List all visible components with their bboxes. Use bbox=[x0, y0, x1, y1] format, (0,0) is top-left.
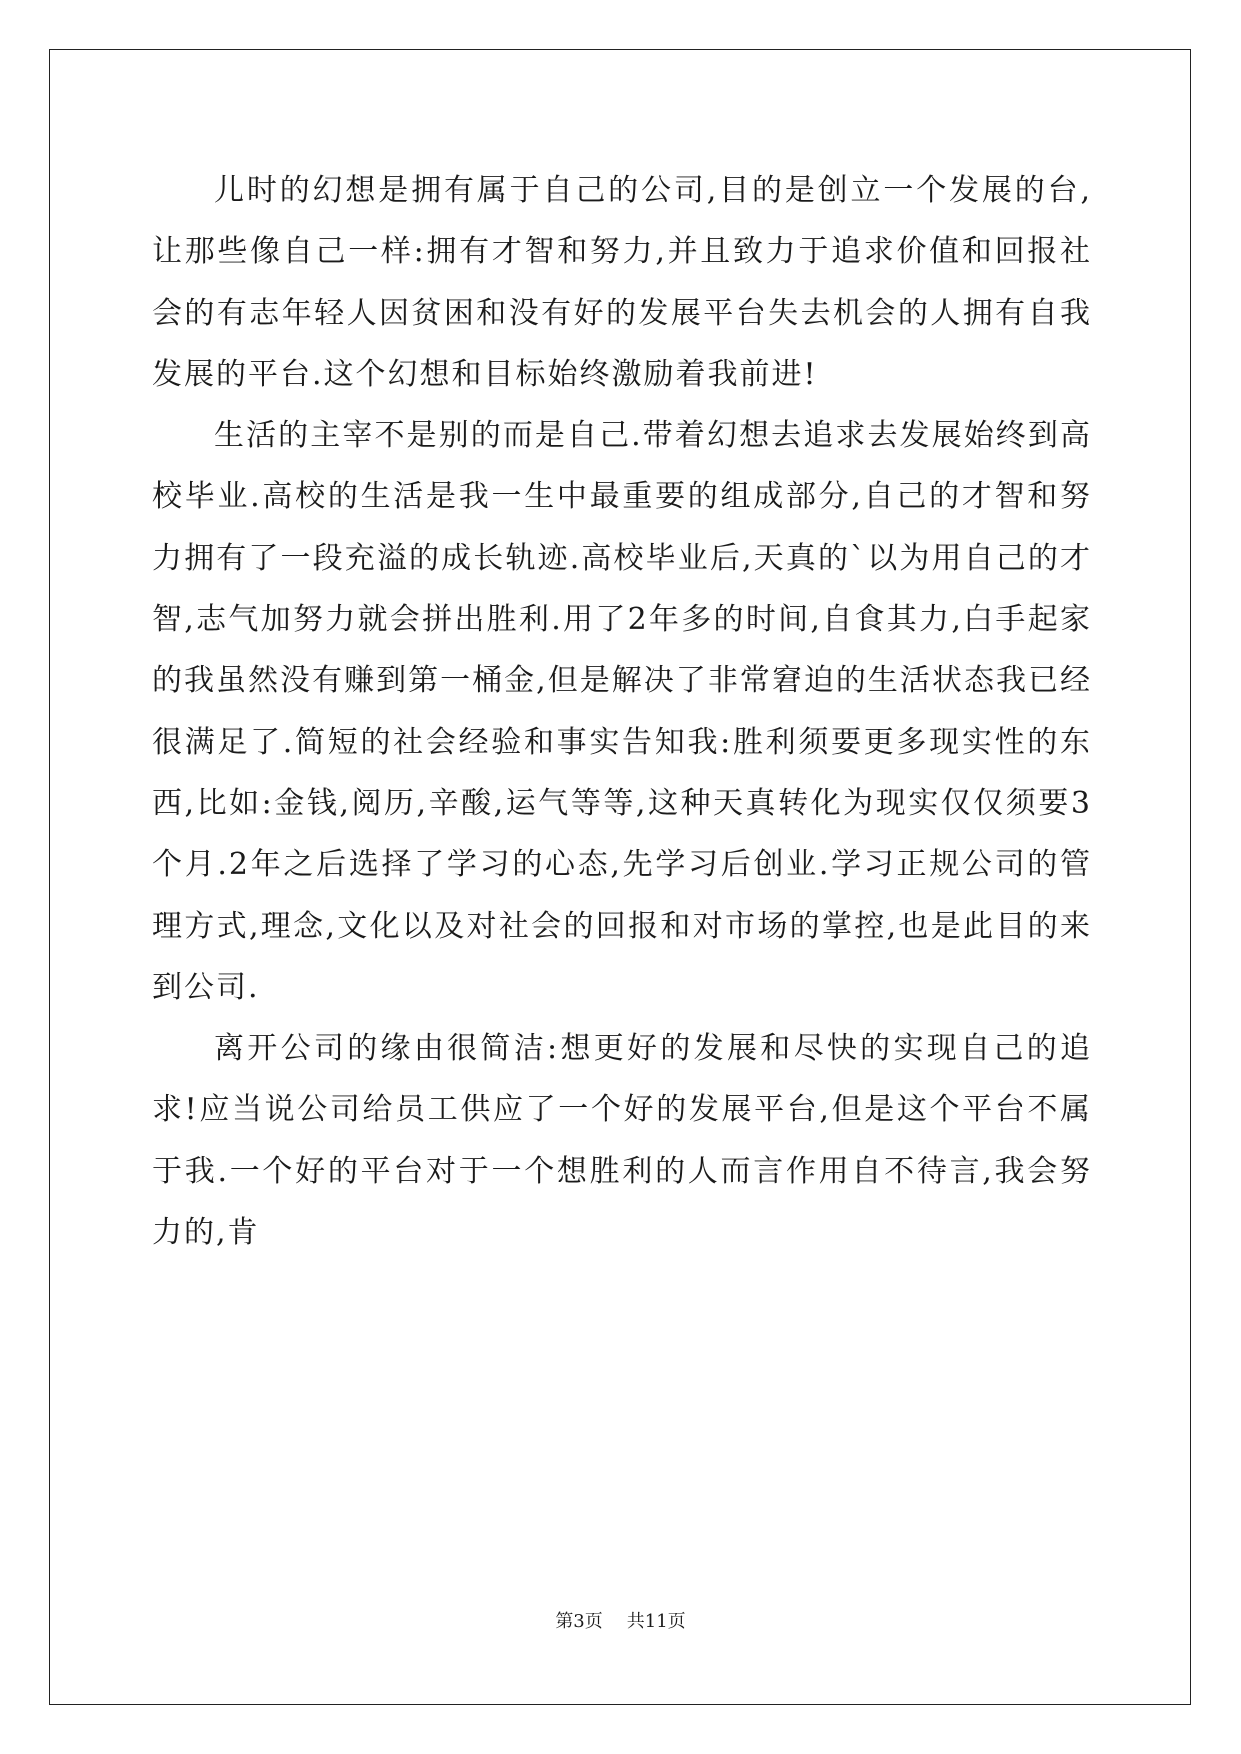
page-number: 第3页 bbox=[555, 1611, 603, 1632]
page-footer bbox=[0, 1607, 1241, 1633]
page-total: 共11页 bbox=[626, 1611, 686, 1632]
paragraph-3: 离开公司的缘由很简洁:想更好的发展和尽快的实现自己的追求!应当说公司给员工供应了一个好的发展平台,但是这个平台不属于我.一个好的平台对于一个想胜利的人而言作用自不待言,我会努力的,肯 bbox=[152, 1031, 1092, 1251]
paragraph-1: 儿时的幻想是拥有属于自己的公司,目的是创立一个发展的台,让那些像自己一样:拥有才智和努力,并且致力于追求价值和回报社会的有志年轻人因贫困和没有好的发展平台失去机会的人拥有自我发展的平台.这个幻想和目标始终激励着我前进! bbox=[152, 173, 1092, 392]
document-body bbox=[152, 160, 1092, 1263]
paragraph-2: 生活的主宰不是别的而是自己.带着幻想去追求去发展始终到高校毕业.高校的生活是我一生中最重要的组成部分,自己的才智和努力拥有了一段充溢的成长轨迹.高校毕业后,天真的`以为用自己的才智,志气加努力就会拼出胜利.用了2年多的时间,自食其力,白手起家的我虽然没有赚到第一桶金,但是解决了非常窘迫的生活状态我已经很满足了.简短的社会经验和事实告知我:胜利须要更多现实性的东西,比如:金钱,阅历,辛酸,运气等等,这种天真转化为现实仅仅须要3个月.2年之后选择了学习的心态,先学习后创业.学习正规公司的管理方式,理念,文化以及对社会的回报和对市场的掌控,也是此目的来到公司. bbox=[152, 418, 1092, 1005]
